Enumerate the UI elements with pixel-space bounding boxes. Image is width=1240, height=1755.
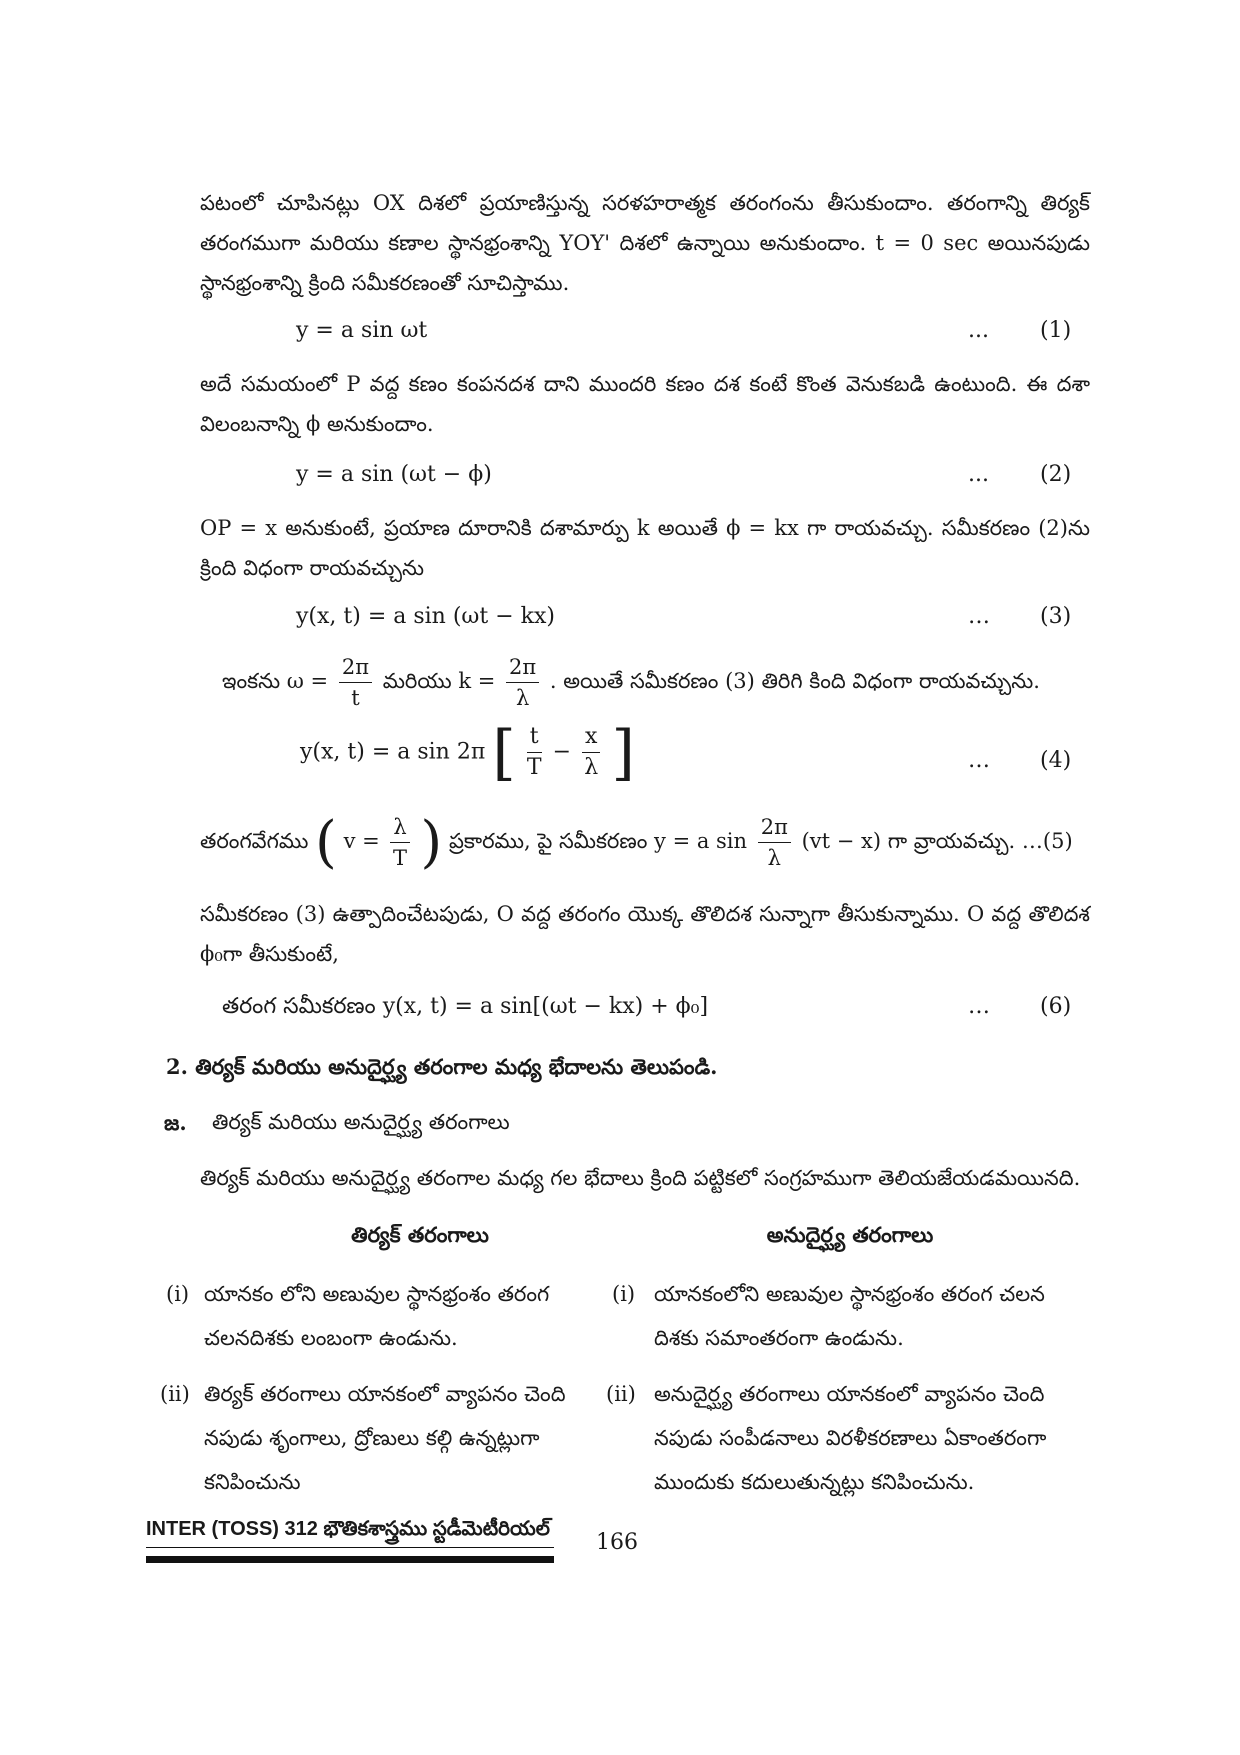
k-fraction-denominator: λ <box>515 686 530 710</box>
table-row-2-transverse: తిర్యక్ తరంగాలు యానకంలో వ్యాపనం చెంది నపుడు శృంగాలు, ద్రోణులు కల్గి ఉన్నట్లుగా కనిపించును <box>204 1382 566 1494</box>
equation-4 <box>300 717 635 788</box>
x-over-lambda-fraction <box>582 722 600 783</box>
wave-velocity-rest: (vt − x) గా వ్రాయవచ్చు. …(5) <box>801 829 1073 853</box>
page-number: 166 <box>596 1530 638 1555</box>
omega-k-suffix: . అయితే సమీకరణం (3) తిరిగి కింది విధంగా రాయవచ్చును. <box>549 669 1040 693</box>
omega-k-definition <box>222 652 1040 713</box>
column-header-transverse: తిర్యక్ తరంగాలు <box>351 1222 489 1247</box>
left-bracket: [ <box>492 717 516 788</box>
T-denominator-2: T <box>393 846 408 870</box>
equation-4-dots: … <box>968 748 990 773</box>
equation-3: y(x, t) = a sin (ωt − kx) <box>296 604 555 629</box>
minus-sign: − <box>552 739 572 765</box>
equation-4-number: (4) <box>1040 748 1072 773</box>
table-row-2-longitudinal: అనుదైర్ఘ్య తరంగాలు యానకంలో వ్యాపనం చెంది నపుడు సంపీడనాలు విరళీకరణాలు ఏకాంతరంగా ముందుకు కదులుతున్నట్లు కనిపించును. <box>654 1382 1047 1494</box>
t-numerator: t <box>527 722 542 753</box>
table-row-1-label-right: (i) <box>612 1282 636 1306</box>
column-header-longitudinal: అనుదైర్ఘ్య తరంగాలు <box>766 1222 934 1247</box>
right-paren: ) <box>420 809 443 875</box>
t-over-T-fraction <box>527 722 542 783</box>
wave-velocity-middle: ప్రకారము, పై సమీకరణం y = a sin <box>448 829 748 853</box>
table-row-1-longitudinal: యానకంలోని అణువుల స్థానభ్రంశం తరంగ చలన దిశకు సమాంతరంగా ఉండును. <box>654 1282 1045 1350</box>
footer-rule-thin <box>146 1547 554 1548</box>
answer-label: జ. <box>164 1110 187 1135</box>
omega-fraction <box>339 652 372 713</box>
answer-intro: తిర్యక్ మరియు అనుదైర్ఘ్య తరంగాల మధ్య గల భేదాలు క్రింది పట్టికలో సంగ్రహముగా తెలియజేయడమయినది. <box>200 1166 1081 1190</box>
footer-title: INTER (TOSS) 312 భౌతికశాస్త్రము స్టడీమెటీరియల్ <box>146 1518 550 1540</box>
paragraph-6: సమీకరణం (3) ఉత్పాదించేటపుడు, O వద్ద తరంగం యొక్క తొలిదశ సున్నాగా తీసుకున్నాము. O వద్ద తొలిదశ ϕ₀గా తీసుకుంటే, <box>200 902 1090 966</box>
table-row-1-transverse: యానకం లోని అణువుల స్థానభ్రంశం తరంగ చలనదిశకు లంబంగా ఉండును. <box>204 1282 550 1350</box>
table-row-2-label-left: (ii) <box>160 1382 190 1406</box>
left-paren: ( <box>315 809 337 875</box>
omega-prefix: ఇంకను ω = <box>222 669 329 693</box>
equation-2-dots: ... <box>968 462 989 487</box>
lambda-denominator: λ <box>584 755 599 780</box>
table-row-2-label-right: (ii) <box>606 1382 636 1406</box>
v-equals: v = <box>343 829 380 853</box>
k-prefix: మరియు k = <box>382 669 496 693</box>
x-numerator: x <box>582 722 600 753</box>
equation-3-number: (3) <box>1040 604 1072 629</box>
T-denominator: T <box>526 755 542 780</box>
equation-2-number: (2) <box>1040 462 1072 487</box>
omega-fraction-numerator: 2π <box>339 652 372 683</box>
equation-2: y = a sin (ωt − ϕ) <box>296 462 492 487</box>
equation-1-dots: ... <box>968 318 989 343</box>
omega-fraction-denominator: t <box>351 686 360 710</box>
lambda-over-T-fraction <box>390 812 409 873</box>
equation-6-dots: … <box>968 994 990 1019</box>
question-heading: 2. తిర్యక్ మరియు అనుదైర్ఘ్య తరంగాల మధ్య భేదాలను తెలుపండి. <box>166 1054 718 1079</box>
equation-1-number: (1) <box>1040 318 1072 343</box>
paragraph-2: అదే సమయంలో P వద్ద కణం కంపనదశ దాని ముందరి కణం దశ కంటే కొంత వెనుకబడి ఉంటుంది. ఈ దశా విలంబనాన్ని ϕ అనుకుందాం. <box>200 372 1090 436</box>
equation-4-lhs: y(x, t) = a sin 2π <box>300 739 486 765</box>
intro-paragraph: పటంలో చూపినట్లు OX దిశలో ప్రయాణిస్తున్న సరళహరాత్మక తరంగంను తీసుకుందాం. తరంగాన్ని తిర్యక్ తరంగముగా మరియు కణాల స్థానభ్రంశాన్ని YOY' దిశలో ఉన్నాయి అనుకుందాం. t = 0 sec అయినపుడు స్థానభ్రంశాన్ని క్రింది సమీకరణంతో సూచిస్తాము. <box>200 191 1090 295</box>
footer-rule-thick <box>146 1556 554 1563</box>
wave-velocity-line <box>200 809 1073 875</box>
equation-1: y = a sin ωt <box>296 318 428 343</box>
wave-velocity-prefix: తరంగవేగము <box>200 829 309 853</box>
lambda-numerator: λ <box>390 812 409 843</box>
right-bracket: ] <box>611 717 635 788</box>
answer-title: తిర్యక్ మరియు అనుదైర్ఘ్య తరంగాలు <box>212 1110 510 1134</box>
table-row-1-label-left: (i) <box>166 1282 190 1306</box>
paragraph-3: OP = x అనుకుంటే, ప్రయాణ దూరానికి దశామార్పు k అయితే ϕ = kx గా రాయవచ్చు. సమీకరణం (2)ను క్రింది విధంగా రాయవచ్చును <box>200 516 1090 580</box>
equation-6-number: (6) <box>1040 994 1072 1019</box>
equation-6: తరంగ సమీకరణం y(x, t) = a sin[(ωt − kx) + ϕ₀] <box>222 994 709 1019</box>
k-fraction-numerator: 2π <box>506 652 539 683</box>
k-fraction <box>506 652 539 713</box>
two-pi-numerator: 2π <box>758 812 791 843</box>
lambda-denominator-2: λ <box>767 846 781 870</box>
two-pi-over-lambda-fraction <box>758 812 791 873</box>
equation-3-dots: … <box>968 604 990 629</box>
